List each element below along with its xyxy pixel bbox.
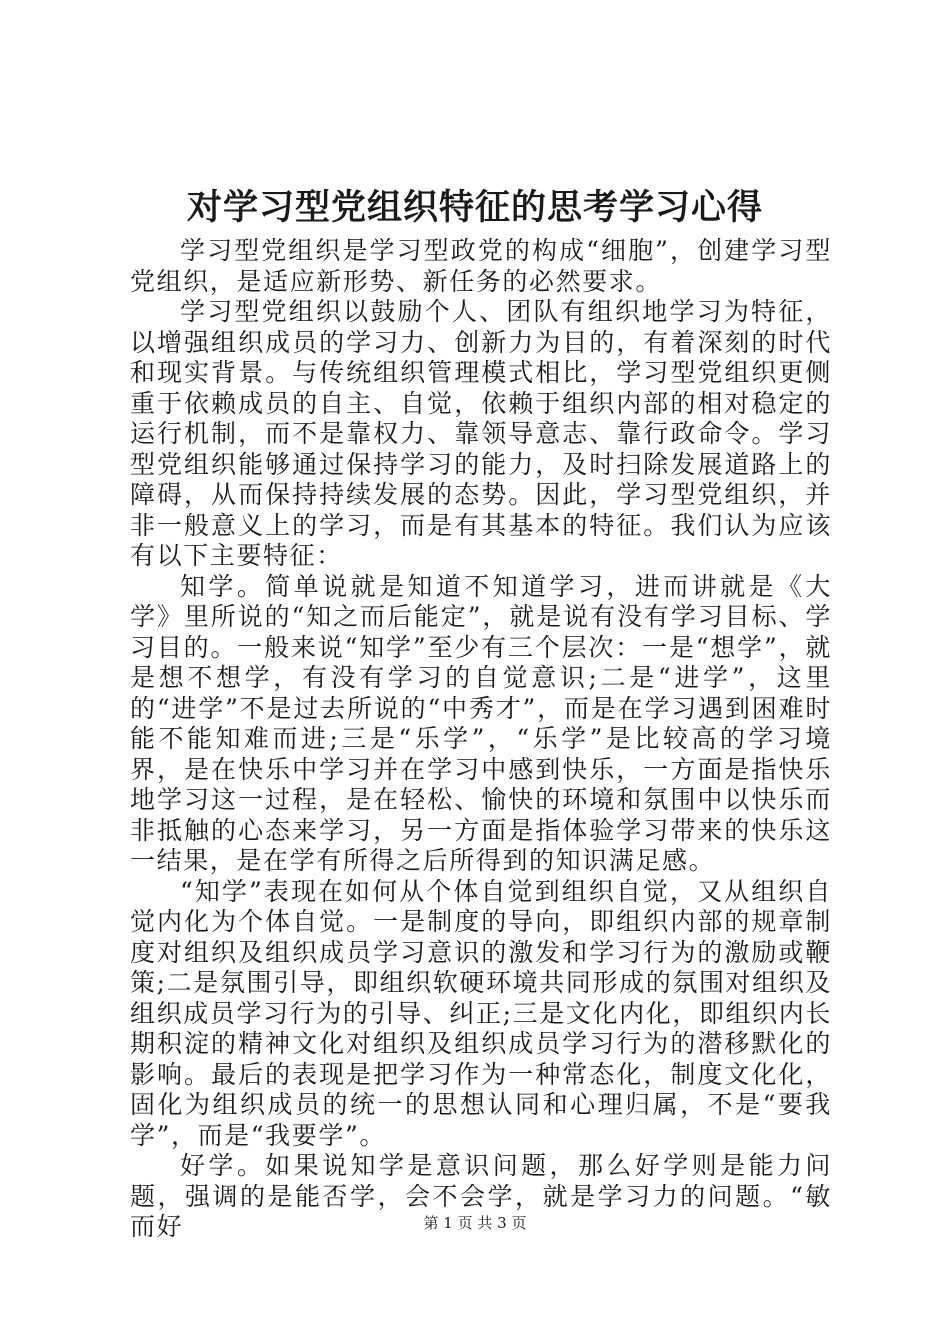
document-title: 对学习型党组织特征的思考学习心得 bbox=[186, 188, 763, 228]
paragraph-haoxue: 好学。如果说知学是意识问题，那么好学则是能力问题，强调的是能否学，会不会学，就是学习力的问题。“敏而好 bbox=[130, 1151, 832, 1241]
paragraph-intro: 学习型党组织是学习型政党的构成“细胞”，创建学习型党组织，是适应新形势、新任务的必然要求。 bbox=[130, 236, 832, 296]
paragraph-zhixue-expression: “知学”表现在如何从个体自觉到组织自觉，又从组织自觉内化为个体自觉。一是制度的导向，即组织内部的规章制度对组织及组织成员学习意识的激发和学习行为的激励或鞭策;二是氛围引导，即组织软硬环境共同形成的氛围对组织及组织成员学习行为的引导、纠正;三是文化内化，即组织内长期积淀的精神文化对组织及组织成员学习行为的潜移默化的影响。最后的表现是把学习作为一种常态化，制度文化化，固化为组织成员的统一的思想认同和心理归属，不是“要我学”，而是“我要学”。 bbox=[130, 876, 832, 1150]
paragraph-background: 学习型党组织以鼓励个人、团队有组织地学习为特征，以增强组织成员的学习力、创新力为目的，有着深刻的时代和现实背景。与传统组织管理模式相比，学习型党组织更侧重于依赖成员的自主、自觉，依赖于组织内部的相对稳定的运行机制，而不是靠权力、靠领导意志、靠行政命令。学习型党组织能够通过保持学习的能力，及时扫除发展道路上的障碍，从而保持持续发展的态势。因此，学习型党组织，并非一般意义上的学习，而是有其基本的特征。我们认为应该有以下主要特征： bbox=[130, 297, 832, 570]
document-body bbox=[130, 236, 832, 1243]
page-number-footer: 第 1 页 共 3 页 bbox=[423, 1214, 527, 1232]
paragraph-zhixue: 知学。简单说就是知道不知道学习，进而讲就是《大学》里所说的“知之而后能定”，就是说有没有学习目标、学习目的。一般来说“知学”至少有三个层次：一是“想学”，就是想不想学，有没有学习的自觉意识;二是“进学”，这里的“进学”不是过去所说的“中秀才”，而是在学习遇到困难时能不能知难而进;三是“乐学”，“乐学”是比较高的学习境界，是在快乐中学习并在学习中感到快乐，一方面是指快乐地学习这一过程，是在轻松、愉快的环境和氛围中以快乐而非抵触的心态来学习，另一方面是指体验学习带来的快乐这一结果，是在学有所得之后所得到的知识满足感。 bbox=[130, 571, 832, 875]
